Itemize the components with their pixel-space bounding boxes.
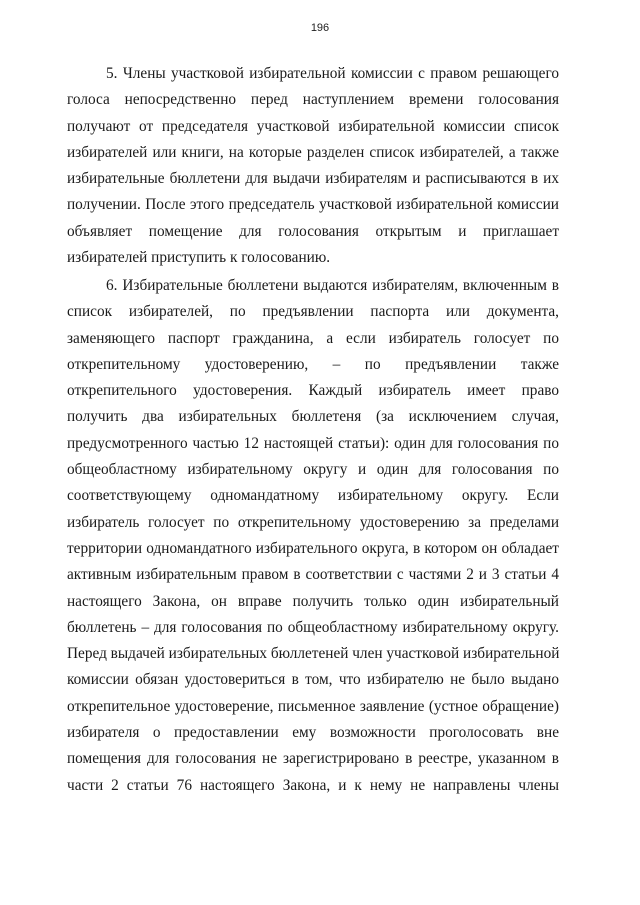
text-line: открепительное удостоверение, письменное заявление (устное обращение) (67, 697, 559, 715)
text-line: открепительному удостоверению, – по предъявлении также (67, 355, 559, 373)
text-line: предусмотренного частью 12 настоящей статьи): один для голосования по (67, 434, 559, 452)
text-line: 6. Избирательные бюллетени выдаются избирателям, включенным в (106, 277, 559, 294)
text-line: получить два избирательных бюллетеня (за исключением случая, (67, 408, 559, 426)
paragraph-5 (67, 61, 559, 271)
text-line: список избирателей, по предъявлении паспорта или документа, (67, 303, 559, 321)
text-line: заменяющего паспорт гражданина, а если избиратель голосует по (67, 329, 559, 347)
text-line: избирателя о предоставлении ему возможности проголосовать вне (67, 724, 559, 742)
text-line: настоящего Закона, он вправе получить только один избирательный (67, 592, 559, 610)
text-line: территории одномандатного избирательного округа, в котором он обладает (67, 539, 559, 557)
text-line: избирателей или книги, на которые разделен список избирателей, а также (67, 143, 559, 161)
text-line: избиратель голосует по открепительному удостоверению за пределами (67, 513, 559, 531)
text-line: бюллетень – для голосования по общеобластному избирательному округу. (67, 618, 559, 636)
text-line: Перед выдачей избирательных бюллетеней член участковой избирательной (67, 645, 560, 663)
text-line: помещения для голосования не зарегистрировано в реестре, указанном в (67, 750, 559, 768)
text-line: избирателей приступить к голосованию. (67, 249, 331, 267)
text-line: 5. Члены участковой избирательной комиссии с правом решающего (106, 65, 559, 82)
text-line: получают от председателя участковой избирательной комиссии список (67, 117, 559, 135)
text-line: общеобластному избирательному округу и один для голосования по (67, 461, 559, 479)
page-number: 196 (310, 22, 330, 34)
text-line: соответствующему одномандатному избирательному округу. Если (67, 487, 559, 505)
text-line: комиссии обязан удостовериться в том, что избирателю не было выдано (67, 671, 559, 689)
text-line: получении. После этого председатель участковой избирательной комиссии (67, 196, 559, 214)
text-line: объявляет помещение для голосования открытым и приглашает (67, 222, 559, 240)
text-line: открепительного удостоверения. Каждый избиратель имеет право (67, 382, 559, 400)
text-line: избирательные бюллетени для выдачи избирателям и расписываются в их (67, 170, 559, 188)
text-line: голоса непосредственно перед наступлением времени голосования (67, 91, 559, 109)
paragraph-6 (67, 273, 559, 799)
text-line: части 2 статьи 76 настоящего Закона, и к нему не направлены члены (67, 776, 559, 794)
text-line: активным избирательным правом в соответствии с частями 2 и 3 статьи 4 (67, 566, 559, 584)
